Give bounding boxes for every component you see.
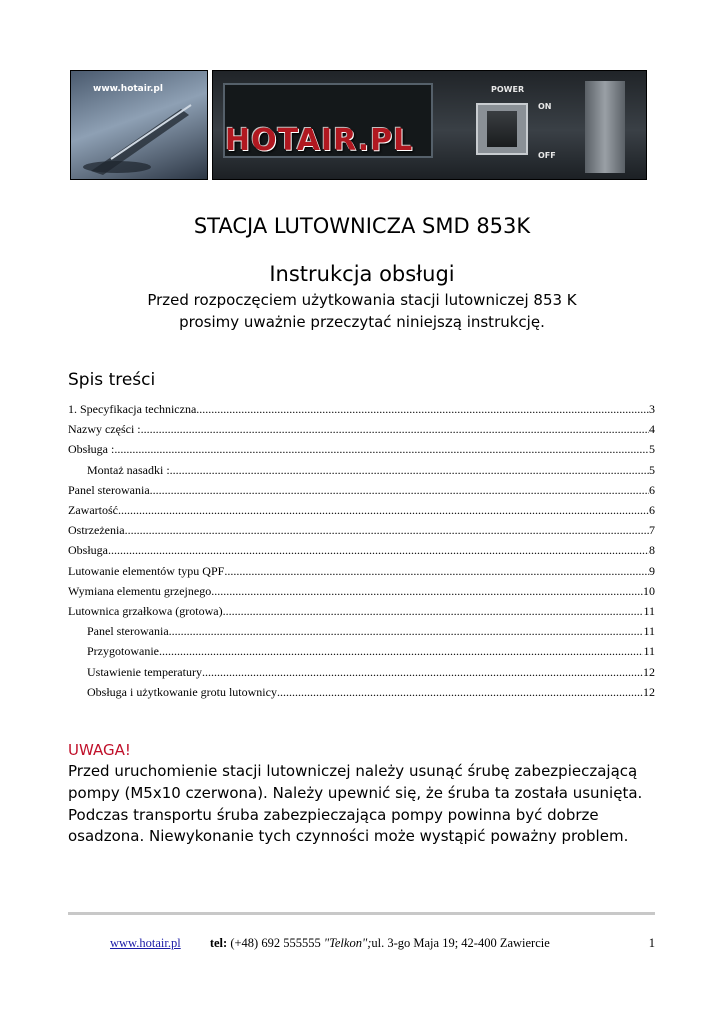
warning-line-2: pompy (M5x10 czerwona). Należy upewnić się, że śruba ta została usunięta.: [68, 784, 643, 802]
soldering-tip-icon: [81, 101, 201, 177]
toc-entry[interactable]: [87, 642, 655, 660]
footer: [110, 936, 550, 951]
banner-right-panel: [212, 70, 647, 180]
toc-entry[interactable]: [68, 481, 655, 499]
intro-line-1: Przed rozpoczęciem użytkowania stacji lutowniczej 853 K: [147, 291, 577, 309]
toc-entry[interactable]: [87, 683, 655, 701]
toc-entry-label: Zawartość: [68, 503, 118, 517]
power-off-label: OFF: [538, 151, 556, 160]
toc-entry-label: Panel sterowania: [87, 624, 169, 639]
toc-entry-label: Wymiana elementu grzejnego: [68, 583, 212, 598]
toc-entry-label: Panel sterowania: [68, 482, 150, 497]
toc-entry[interactable]: [87, 622, 655, 640]
warning-line-3: Podczas transportu śruba zabezpieczająca pompy powinna być dobrze: [68, 806, 599, 824]
toc-entry-page: 4: [649, 422, 655, 437]
toc-dot-leader: [114, 440, 649, 458]
toc-entry-page: 11: [643, 604, 655, 618]
toc-dot-leader: [150, 481, 649, 499]
toc-entry[interactable]: [68, 420, 655, 438]
page-number: 1: [648, 936, 655, 950]
toc-dot-leader: [118, 501, 649, 519]
toc-entry-label: Lutowanie elementów typu QPF: [68, 563, 225, 578]
toc-entry-label: Przygotowanie: [87, 644, 159, 659]
power-label: POWER: [491, 85, 525, 94]
toc-entry[interactable]: [68, 541, 655, 559]
toc-entry-page: 11: [643, 644, 655, 659]
toc-entry[interactable]: [68, 562, 655, 580]
toc-dot-leader: [224, 562, 649, 580]
toc-dot-leader: [277, 683, 643, 701]
footer-address: ul. 3-go Maja 19; 42-400 Zawiercie: [371, 936, 550, 950]
warning-line-4: osadzona. Niewykonanie tych czynności może wystąpić poważny problem.: [68, 827, 629, 845]
toc-dot-leader: [169, 622, 644, 640]
toc-entry-page: 5: [649, 462, 655, 477]
toc-entry-page: 3: [649, 402, 655, 416]
toc-entry-page: 9: [649, 563, 655, 578]
footer-tel-label: tel:: [209, 936, 228, 950]
toc-entry-label: Obsługa: [68, 543, 108, 558]
toc-entry-label: Obsługa :: [68, 442, 115, 457]
document-title: STACJA LUTOWNICZA SMD 853K: [193, 214, 531, 238]
toc-dot-leader: [108, 541, 649, 559]
toc-dot-leader: [125, 521, 649, 539]
toc-entry-page: 6: [649, 503, 655, 517]
toc-entry-label: Lutownica grzałkowa (grotowa): [68, 604, 223, 618]
toc-entry-label: Ostrzeżenia: [68, 523, 125, 538]
toc-entry-page: 5: [649, 442, 655, 457]
toc-entry-page: 8: [649, 543, 655, 558]
toc-entry-page: 6: [649, 482, 655, 497]
toc-entry-page: 10: [643, 583, 655, 598]
toc-entry[interactable]: [87, 663, 655, 681]
footer-phone: (+48) 692 555555: [230, 936, 321, 950]
toc-dot-leader: [196, 400, 649, 418]
footer-company: "Telkon";: [323, 936, 372, 950]
toc-entry-page: 7: [649, 523, 655, 538]
slider-track-icon: [585, 81, 625, 173]
warning-line-1: Przed uruchomienie stacji lutowniczej należy usunąć śrubę zabezpieczającą: [68, 762, 638, 780]
toc-entry[interactable]: [68, 602, 655, 620]
toc-entry[interactable]: [68, 582, 655, 600]
hotair-logo: HOTAIR.PL: [225, 123, 414, 158]
banner-site-url: www.hotair.pl: [93, 84, 163, 94]
footer-website-link[interactable]: www.hotair.pl: [110, 936, 181, 950]
banner-left-panel: [70, 70, 208, 180]
toc-dot-leader: [202, 663, 643, 681]
toc-dot-leader: [159, 642, 643, 660]
toc-entry[interactable]: [68, 400, 655, 418]
power-on-label: ON: [538, 102, 552, 111]
toc-entry-label: 1. Specyfikacja techniczna: [68, 402, 197, 416]
toc-heading: Spis treści: [68, 370, 156, 390]
toc-entry-page: 11: [643, 624, 655, 639]
toc-entry[interactable]: [68, 501, 655, 519]
toc-dot-leader: [141, 420, 649, 438]
toc-dot-leader: [211, 582, 643, 600]
toc-entry[interactable]: [68, 440, 655, 458]
warning-title: UWAGA!: [68, 741, 131, 759]
toc-dot-leader: [170, 461, 649, 479]
toc-entry-label: Ustawienie temperatury: [87, 664, 202, 679]
toc-entry-label: Nazwy części :: [68, 422, 141, 437]
toc-entry[interactable]: [87, 461, 655, 479]
header-banner: [70, 70, 647, 180]
document-subtitle: Instrukcja obsługi: [269, 262, 455, 286]
toc-entry-page: 12: [643, 664, 655, 679]
toc-entry[interactable]: [68, 521, 655, 539]
power-switch-icon: [476, 103, 528, 155]
intro-line-2: prosimy uważnie przeczytać niniejszą instrukcję.: [179, 313, 545, 331]
toc-entry-label: Obsługa i użytkowanie grotu lutownicy: [87, 684, 277, 699]
power-switch-rocker: [487, 111, 517, 147]
toc-entry-label: Montaż nasadki :: [87, 462, 170, 477]
footer-divider: [68, 912, 655, 915]
toc-entry-page: 12: [643, 684, 655, 699]
toc-dot-leader: [223, 602, 644, 620]
